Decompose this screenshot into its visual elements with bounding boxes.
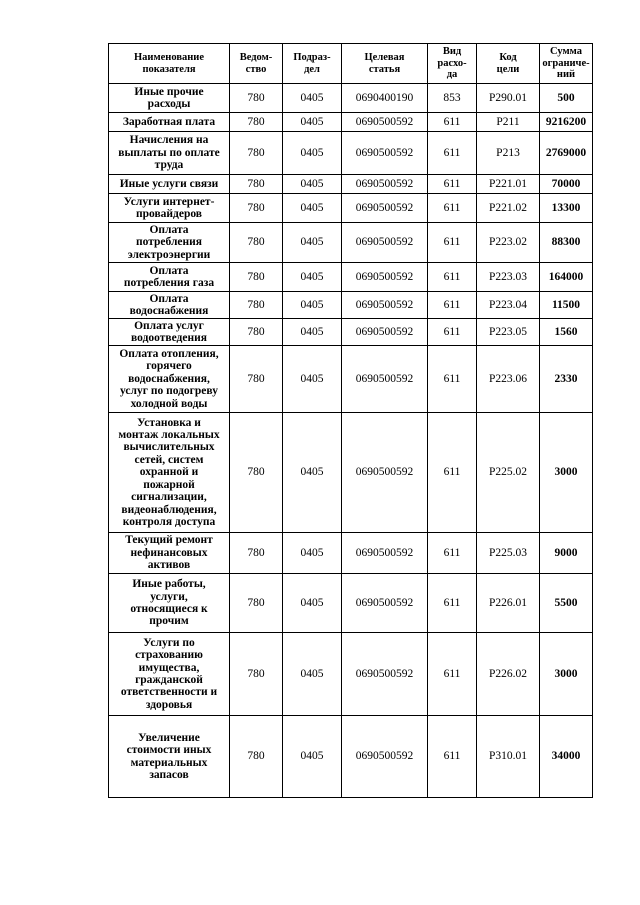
row-expense-type: 853: [428, 84, 477, 113]
row-department: 780: [230, 574, 283, 633]
row-limit-sum: 5500: [540, 574, 593, 633]
row-purpose-code: Р223.05: [477, 319, 540, 346]
row-limit-sum: 3000: [540, 413, 593, 533]
row-purpose-code: Р225.03: [477, 533, 540, 574]
row-indicator-name: Услуги по страхованию имущества, гражданской ответственности и здоровья: [109, 633, 230, 716]
row-limit-sum: 1560: [540, 319, 593, 346]
row-limit-sum: 2769000: [540, 132, 593, 175]
row-indicator-name: Установка и монтаж локальных вычислительных сетей, систем охранной и пожарной сигнализации, видеонаблюдения, контроля доступа: [109, 413, 230, 533]
row-limit-sum: 88300: [540, 223, 593, 263]
row-purpose-code: Р310.01: [477, 716, 540, 798]
header-subsection: Подраз- дел: [283, 44, 342, 84]
row-target-article: 0690500592: [342, 113, 428, 132]
row-target-article: 0690500592: [342, 292, 428, 319]
table-row: [109, 633, 593, 716]
row-expense-type: 611: [428, 319, 477, 346]
table-row: [109, 175, 593, 194]
table-row: [109, 346, 593, 413]
row-department: 780: [230, 263, 283, 292]
row-target-article: 0690500592: [342, 574, 428, 633]
row-limit-sum: 3000: [540, 633, 593, 716]
row-indicator-name: Заработная плата: [109, 113, 230, 132]
row-expense-type: 611: [428, 113, 477, 132]
row-department: 780: [230, 533, 283, 574]
row-target-article: 0690500592: [342, 413, 428, 533]
row-department: 780: [230, 113, 283, 132]
row-subsection: 0405: [283, 319, 342, 346]
row-target-article: 0690500592: [342, 223, 428, 263]
budget-table-container: [108, 43, 593, 798]
row-target-article: 0690500592: [342, 633, 428, 716]
row-limit-sum: 500: [540, 84, 593, 113]
row-purpose-code: Р211: [477, 113, 540, 132]
row-purpose-code: Р223.06: [477, 346, 540, 413]
row-department: 780: [230, 346, 283, 413]
row-target-article: 0690500592: [342, 263, 428, 292]
table-header-row: [109, 44, 593, 84]
table-row: [109, 113, 593, 132]
table-row: [109, 132, 593, 175]
row-target-article: 0690500592: [342, 194, 428, 223]
row-indicator-name: Текущий ремонт нефинансовых активов: [109, 533, 230, 574]
row-expense-type: 611: [428, 346, 477, 413]
row-department: 780: [230, 132, 283, 175]
header-target-article: Целевая статья: [342, 44, 428, 84]
row-expense-type: 611: [428, 633, 477, 716]
row-subsection: 0405: [283, 346, 342, 413]
table-row: [109, 84, 593, 113]
table-row: [109, 716, 593, 798]
row-purpose-code: Р213: [477, 132, 540, 175]
row-expense-type: 611: [428, 132, 477, 175]
row-purpose-code: Р225.02: [477, 413, 540, 533]
row-limit-sum: 2330: [540, 346, 593, 413]
row-department: 780: [230, 413, 283, 533]
row-target-article: 0690500592: [342, 175, 428, 194]
row-subsection: 0405: [283, 633, 342, 716]
row-department: 780: [230, 319, 283, 346]
row-purpose-code: Р223.04: [477, 292, 540, 319]
row-department: 780: [230, 175, 283, 194]
header-purpose-code: Код цели: [477, 44, 540, 84]
row-subsection: 0405: [283, 194, 342, 223]
row-purpose-code: Р226.01: [477, 574, 540, 633]
row-subsection: 0405: [283, 223, 342, 263]
row-subsection: 0405: [283, 84, 342, 113]
row-expense-type: 611: [428, 263, 477, 292]
header-indicator-name: Наименование показателя: [109, 44, 230, 84]
row-indicator-name: Иные работы, услуги, относящиеся к прочим: [109, 574, 230, 633]
row-target-article: 0690500592: [342, 716, 428, 798]
row-limit-sum: 13300: [540, 194, 593, 223]
row-subsection: 0405: [283, 533, 342, 574]
row-subsection: 0405: [283, 413, 342, 533]
row-subsection: 0405: [283, 132, 342, 175]
row-department: 780: [230, 716, 283, 798]
header-limit-sum: Сумма ограниче- ний: [540, 44, 593, 84]
table-row: [109, 574, 593, 633]
row-limit-sum: 9000: [540, 533, 593, 574]
row-department: 780: [230, 223, 283, 263]
row-target-article: 0690500592: [342, 533, 428, 574]
row-expense-type: 611: [428, 716, 477, 798]
row-indicator-name: Оплата отопления, горячего водоснабжения, услуг по подогреву холодной воды: [109, 346, 230, 413]
row-indicator-name: Оплата потребления газа: [109, 263, 230, 292]
row-purpose-code: Р223.02: [477, 223, 540, 263]
row-expense-type: 611: [428, 175, 477, 194]
table-row: [109, 194, 593, 223]
row-purpose-code: Р223.03: [477, 263, 540, 292]
row-subsection: 0405: [283, 263, 342, 292]
row-limit-sum: 70000: [540, 175, 593, 194]
row-indicator-name: Оплата водоснабжения: [109, 292, 230, 319]
row-department: 780: [230, 84, 283, 113]
table-row: [109, 319, 593, 346]
row-target-article: 0690400190: [342, 84, 428, 113]
row-indicator-name: Оплата услуг водоотведения: [109, 319, 230, 346]
row-expense-type: 611: [428, 223, 477, 263]
row-subsection: 0405: [283, 175, 342, 194]
row-indicator-name: Начисления на выплаты по оплате труда: [109, 132, 230, 175]
row-expense-type: 611: [428, 413, 477, 533]
row-indicator-name: Услуги интернет- провайдеров: [109, 194, 230, 223]
row-indicator-name: Увеличение стоимости иных материальных запасов: [109, 716, 230, 798]
row-expense-type: 611: [428, 194, 477, 223]
row-subsection: 0405: [283, 574, 342, 633]
row-target-article: 0690500592: [342, 132, 428, 175]
row-indicator-name: Оплата потребления электроэнергии: [109, 223, 230, 263]
table-row: [109, 533, 593, 574]
row-target-article: 0690500592: [342, 346, 428, 413]
row-indicator-name: Иные прочие расходы: [109, 84, 230, 113]
row-expense-type: 611: [428, 533, 477, 574]
row-indicator-name: Иные услуги связи: [109, 175, 230, 194]
header-department: Ведом- ство: [230, 44, 283, 84]
row-subsection: 0405: [283, 113, 342, 132]
row-purpose-code: Р290.01: [477, 84, 540, 113]
row-department: 780: [230, 633, 283, 716]
row-purpose-code: Р221.01: [477, 175, 540, 194]
row-limit-sum: 11500: [540, 292, 593, 319]
table-row: [109, 263, 593, 292]
header-expense-type: Вид расхо- да: [428, 44, 477, 84]
row-department: 780: [230, 292, 283, 319]
table-row: [109, 223, 593, 263]
table-row: [109, 292, 593, 319]
row-subsection: 0405: [283, 292, 342, 319]
row-purpose-code: Р226.02: [477, 633, 540, 716]
row-limit-sum: 34000: [540, 716, 593, 798]
row-limit-sum: 164000: [540, 263, 593, 292]
row-expense-type: 611: [428, 292, 477, 319]
row-target-article: 0690500592: [342, 319, 428, 346]
row-department: 780: [230, 194, 283, 223]
row-purpose-code: Р221.02: [477, 194, 540, 223]
row-subsection: 0405: [283, 716, 342, 798]
row-expense-type: 611: [428, 574, 477, 633]
table-row: [109, 413, 593, 533]
budget-limits-table: [108, 43, 593, 798]
row-limit-sum: 9216200: [540, 113, 593, 132]
